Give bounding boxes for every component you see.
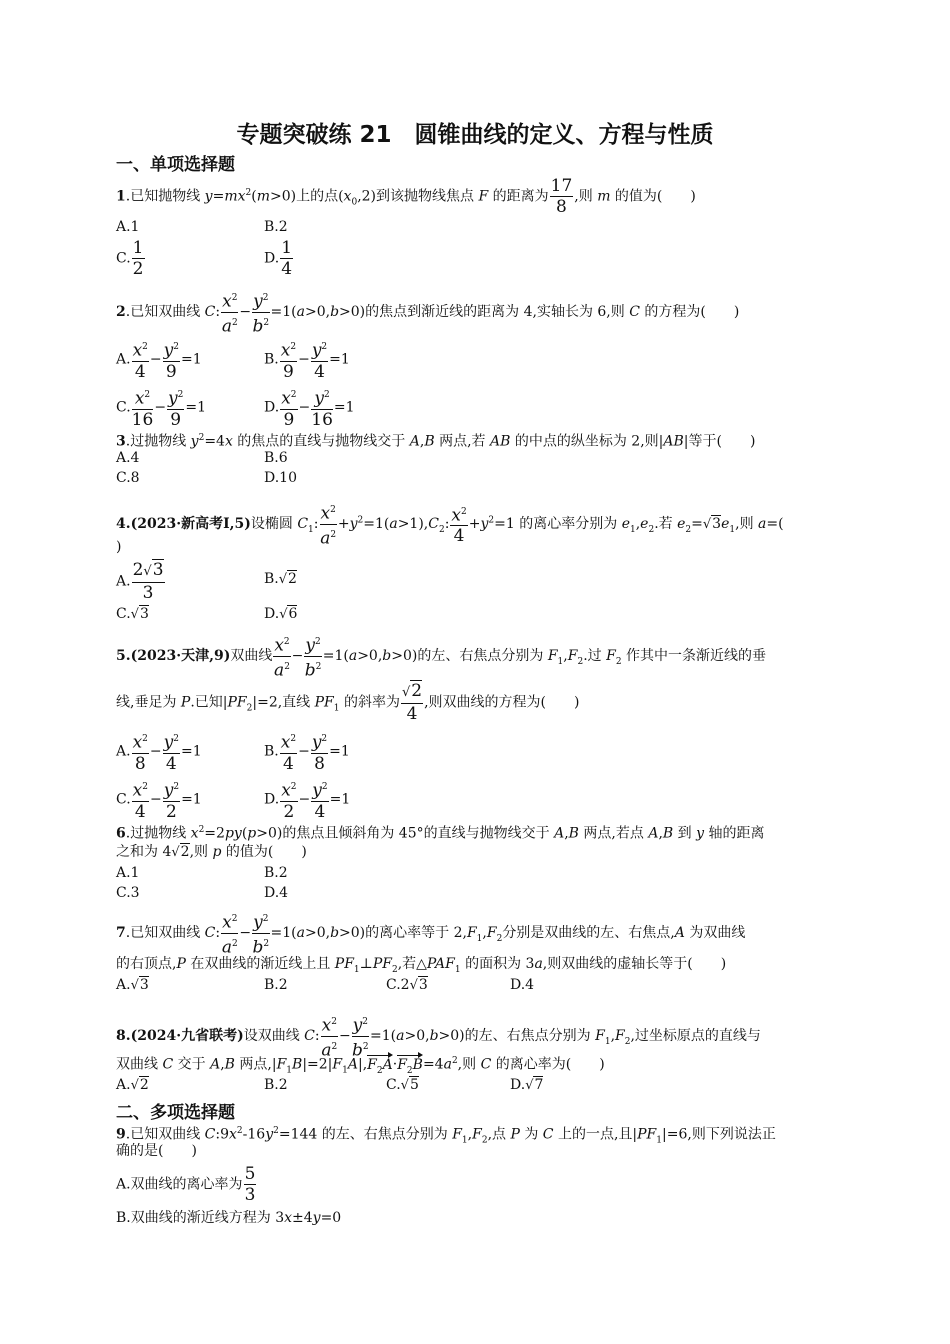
option-a: A. $\frac{2√3}{3}$ (116, 560, 164, 603)
question-3: 3.过抛物线 $y^2=4x$ 的焦点的直线与抛物线交于 A,B 两点,若 AB 的中点的纵坐标为 2,则|AB|等于( ) (116, 433, 756, 450)
question-5-line-2: 线,垂足为 P.已知$|PF_2|=2$,直线 $PF_1$ 的斜率为 $\frac{√2}{4}$ ,则双曲线的方程为( ) (116, 681, 580, 724)
fraction: $\frac{17}{8}$ (550, 176, 573, 217)
question-4-close: ) (116, 539, 122, 555)
option-a: A.1 (116, 865, 140, 881)
option-b: B. $\frac{x^2}{9}$ − $\frac{y^2}{4}$ =1 (264, 337, 350, 382)
option-a: A.双曲线的离心率为 $\frac{5}{3}$ (116, 1164, 256, 1205)
option-c: C.√3 (116, 606, 149, 622)
question-7-line-2: 的右顶点,P 在双曲线的渐近线上且 $PF_1\perp PF_2$,若$\triangle PAF_1$ 的面积为 3a,则双曲线的虚轴长等于( ) (116, 956, 727, 975)
option-b: B.2 (264, 219, 288, 235)
option-a: A. $\frac{x^2}{4}$ − $\frac{y^2}{9}$ =1 (116, 337, 202, 382)
option-a: A.√2 (116, 1077, 149, 1093)
option-c: C. $\frac{1}{2}$ (116, 238, 144, 279)
option-d: D.√6 (264, 606, 298, 622)
option-a: A. $\frac{x^2}{8}$ − $\frac{y^2}{4}$ =1 (116, 729, 202, 774)
option-c: C.√5 (386, 1077, 419, 1093)
option-b: B.2 (264, 1077, 288, 1093)
option-c: C.2√3 (386, 977, 428, 993)
question-4: 4.(2023·新高考Ⅰ,5)设椭圆 $C_1$: $\frac{x^2}{a^2}$ $+y^2=1(a>1),C_2$: $\frac{x^2}{4}$ $+y^2=1$ 的离心率分别为 $e_1,e_2$.若 $e_2=√3e_1$,则 a=( (116, 500, 784, 548)
option-c: C. $\frac{x^2}{4}$ − $\frac{y^2}{2}$ =1 (116, 777, 202, 822)
option-d: D.4 (264, 885, 289, 901)
option-b: B.双曲线的渐近线方程为 3x±4y=0 (116, 1210, 342, 1226)
option-c: C. $\frac{x^2}{16}$ − $\frac{y^2}{9}$ =1 (116, 385, 206, 430)
option-d: D.4 (510, 977, 535, 993)
section-heading-single-choice: 一、单项选择题 (116, 155, 235, 175)
option-b: B.√2 (264, 571, 297, 587)
option-b: B.2 (264, 865, 288, 881)
option-d: D.√7 (510, 1077, 544, 1093)
page-title: 专题突破练 21 圆锥曲线的定义、方程与性质 (236, 122, 714, 148)
question-7: 7.已知双曲线 C: $\frac{x^2}{a^2}$ − $\frac{y^2}{b^2}$ =1(a>0,b>0)的离心率等于 $2,F_1,F_2$分别是双曲线的左、右焦点,A 为双曲线 (116, 909, 745, 957)
option-b: B.2 (264, 977, 288, 993)
option-d: D. $\frac{1}{4}$ (264, 238, 293, 279)
option-b: B.6 (264, 450, 288, 466)
option-b: B. $\frac{x^2}{4}$ − $\frac{y^2}{8}$ =1 (264, 729, 350, 774)
question-8: 8.(2024·九省联考)设双曲线 C: $\frac{x^2}{a^2}$ − $\frac{y^2}{b^2}$ =1(a>0,b>0)的左、右焦点分别为 $F_1,F_2$,过坐标原点的直线与 (116, 1012, 761, 1060)
option-a: A.4 (116, 450, 140, 466)
option-a: A.√3 (116, 977, 149, 993)
option-d: D.10 (264, 470, 297, 486)
question-9: 9.已知双曲线 $C:9x^2-16y^2=144$ 的左、右焦点分别为 $F_1,F_2$,点 P 为 C 上的一点,且$|PF_1|=6$,则下列说法正 (116, 1126, 776, 1146)
option-d: D. $\frac{x^2}{9}$ − $\frac{y^2}{16}$ =1 (264, 385, 355, 430)
question-6-line-2: 之和为 4√2,则 p 的值为( ) (116, 844, 307, 860)
option-c: C.8 (116, 470, 140, 486)
option-d: D. $\frac{x^2}{2}$ − $\frac{y^2}{4}$ =1 (264, 777, 350, 822)
option-c: C.3 (116, 885, 140, 901)
question-5: 5.(2023·天津,9)双曲线 $\frac{x^2}{a^2}$ − $\frac{y^2}{b^2}$ =1(a>0,b>0)的左、右焦点分别为 $F_1,F_2$.过 $F_2$ 作其中一条渐近线的垂 (116, 632, 766, 680)
question-2: 2.已知双曲线 C: $\frac{x^2}{a^2}$ − $\frac{y^2}{b^2}$ =1(a>0,b>0)的焦点到渐近线的距离为 4,实轴长为 6,则 C 的方程为( ) (116, 288, 739, 336)
question-8-line-2: 双曲线 C 交于 A,B 两点$,|F_1B|=2|F_1A|,F_2A\cdot F_2B=4a^2$,则 C 的离心率为( ) (116, 1052, 605, 1079)
option-a: A.1 (116, 219, 140, 235)
question-6: 6.过抛物线 $x^2=2py(p>0)$的焦点且倾斜角为 45°的直线与抛物线交于 A,B 两点,若点 A,B 到 y 轴的距离 (116, 825, 765, 842)
question-1: 1.已知抛物线 $y=mx^2(m>0)$上的点$(x_0,2)$到该抛物线焦点 F 的距离为 $\frac{17}{8}$ ,则 m 的值为( ) (116, 176, 696, 217)
section-heading-multi-choice: 二、多项选择题 (116, 1103, 235, 1123)
question-9-line-2: 确的是( ) (116, 1143, 197, 1159)
